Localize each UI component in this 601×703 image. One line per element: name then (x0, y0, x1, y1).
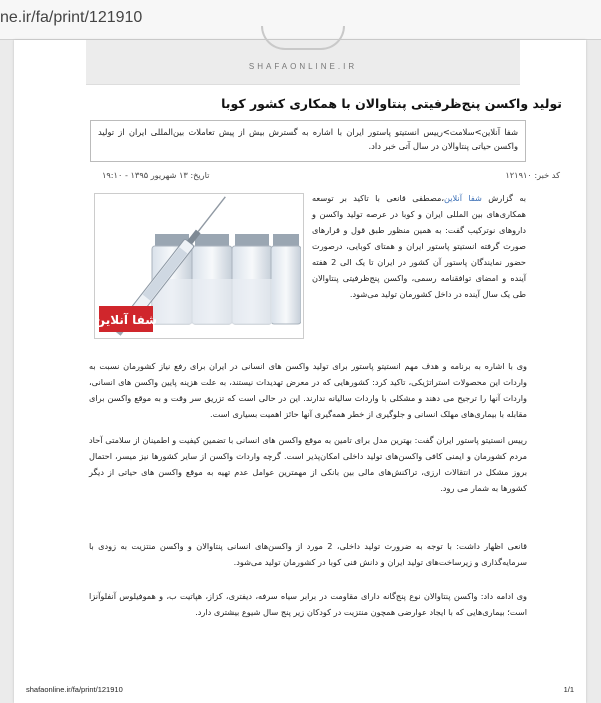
p1-body: ،مصطفی قانعی با تاکید بر توسعه همکاری‌های بین المللی ایران و کوبا در عرصه تولید واکسن و داروهای نوترکیب گفت: به همین منظور طبق قول و قرارهای صورت گرفته انستیتو پاستور ایران و همتای کوبایی، درصورت حضور نمایندگان پاستور آن کشور در ایران تا یک الی 2 هفته آینده و امضای توافقنامه رسمی، واکسن پنج‌ظرفیتی پنتاوالان طی یک سال آینده در داخل کشورمان تولید می‌شود. (312, 193, 526, 299)
p1-intro: به گزارش (481, 193, 526, 203)
paragraph-3: رییس انستیتو پاستور ایران گفت: بهترین مدل برای تامین به موقع واکسن های انسانی با تضمین کیفیت و اطمینان از سلامتی آحاد مردم کشورمان و ایمنی کافی واکسن‌های تولید داخلی امکان‌پذیر است. گرچه واردات واکسن از سایر کشورها نیز میسر، احتمال بروز مشکل در انتقالات ارزی، تراکنش‌های مالی بین بانکی از مهمترین عوامل عدم تهیه به موقع واکسن های حیاتی از دیگر کشورها به شمار می رود. (89, 435, 527, 493)
banner-site-name: SHAFAONLINE.IR (248, 62, 358, 71)
paragraph-1 (312, 190, 526, 302)
article-summary: شفا آنلاین>سلامت>رییس انستیتو پاستور ایران با اشاره به گسترش بیش از پیش تعاملات بین‌المللی ایران از تولید واکسن حیاتی پنتاوالان در سال آتی خبر داد. (90, 120, 526, 162)
shafaonline-logo (95, 306, 157, 332)
news-code: کد خبر: ۱۲۱۹۱۰ (505, 170, 560, 180)
article-image (94, 193, 304, 339)
news-date: تاریخ: ۱۳ شهریور ۱۳۹۵ - ۱۹:۱۰ (102, 170, 210, 180)
print-page (14, 40, 586, 703)
paragraph-5: وی ادامه داد: واکسن پنتاوالان نوع پنج‌گانه دارای مقاومت در برابر سیاه سرفه، دیفتری، کزاز، هپاتیت ب، و هموفیلوس آنفلوآنزا است؛ بیماری‌هایی که با ایجاد عوارضی همچون منتزیت در کودکان زیر پنج سال شیوع بیشتری دارد. (89, 591, 527, 617)
footer-url: shafaonline.ir/fa/print/121910 (26, 685, 123, 694)
article-title: تولید واکسن پنج‌ظرفیتی پنتاوالان با همکاری کشور کوبا (221, 96, 562, 111)
article-meta (102, 170, 560, 182)
paragraph-4: قانعی اظهار داشت: با توجه به ضرورت تولید داخلی، 2 مورد از واکسن‌های انسانی پنتاوالان و واکسن منتزیت به زودی با سرمایه‌گذاری و زیرساخت‌های تولید ایران و دانش فنی کوبا در کشورمان تولید می‌شود. (89, 541, 527, 567)
print-footer (26, 685, 574, 697)
address-url[interactable]: ne.ir/fa/print/121910 (0, 9, 143, 26)
vials-illustration (152, 234, 301, 324)
site-banner (86, 40, 520, 85)
page-number: 1/1 (563, 685, 574, 694)
banner-logo-arc (261, 26, 345, 50)
source-link[interactable]: شفا آنلاین (444, 193, 482, 203)
paragraph-2: وی با اشاره به برنامه و هدف مهم انستیتو پاستور برای تولید واکسن های انسانی در ایران برای رفع نیاز کشورمان نسبت به واردات این محصولات استراتژیکی، تاکید کرد: کشورهایی که در معرض تهدیدات نیستند، به علت هزینه پایین واکسن های انسانی، واردات آنها را ترجیح می دهند و مشکلی با واردات سالیانه ندارند. این در حالی است که تزریق سر وقت و به موقع واکسن برای مقابله با بیماری‌های مهلک انسانی و جلوگیری از خطر همه‌گیری آنها حائز اهمیت بسیاری است. (89, 361, 527, 419)
svg-text:شفا آنلاین: شفا آنلاین (95, 313, 158, 327)
